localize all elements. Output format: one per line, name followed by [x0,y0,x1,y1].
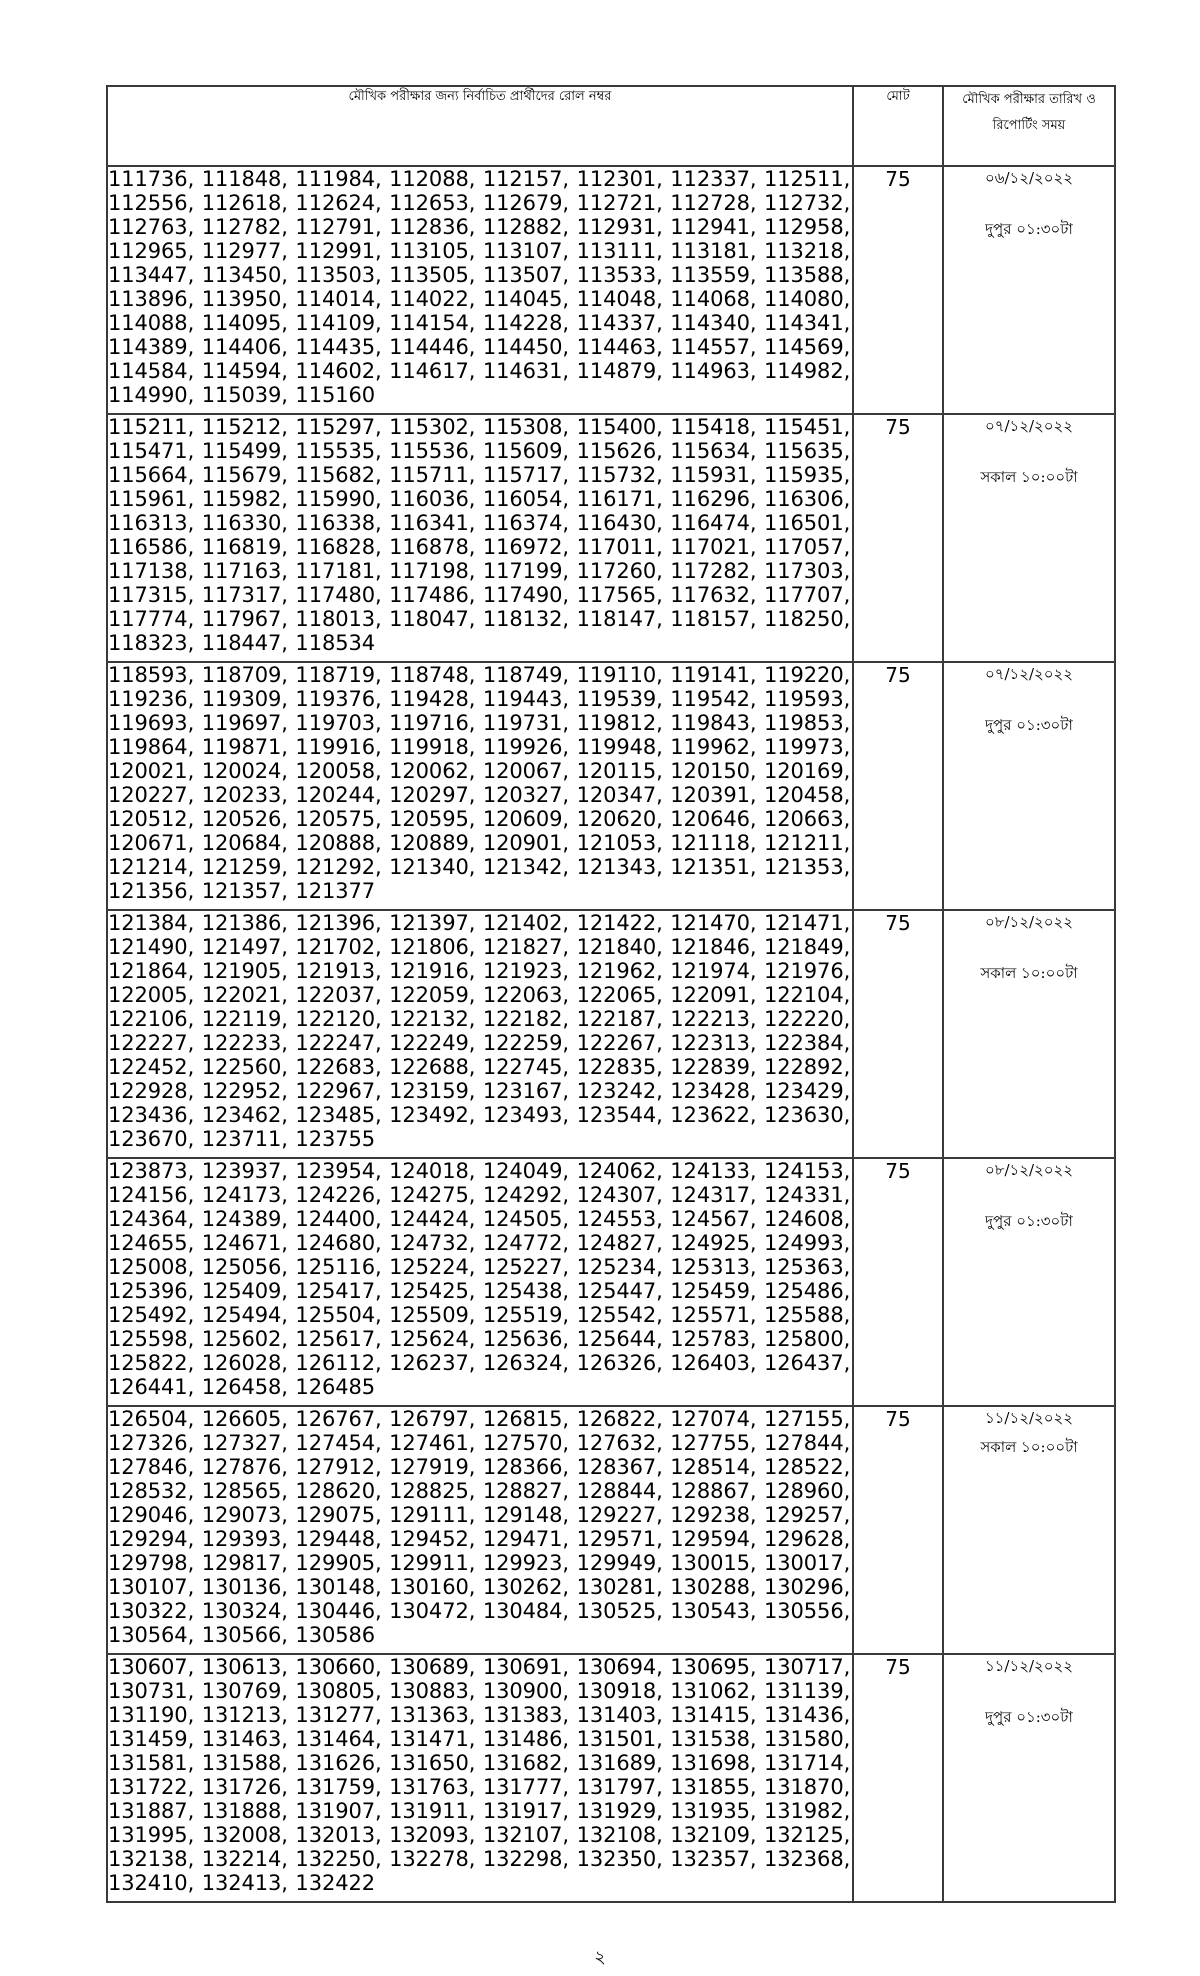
header-schedule: মৌখিক পরীক্ষার তারিখ ও রিপোর্টিং সময় [943,86,1115,166]
interview-date: ১১/১২/২০২২ [984,1409,1074,1427]
roll-numbers-cell: 111736, 111848, 111984, 112088, 112157, 112301, 112337, 112511, 112556, 112618, 112624, 112653, 112679, 112721, 112728, 112732, 112763, 112782, 112791, 112836, 112882, 112931, 112941, 112958, 112965, 112977, 112991, 113105, 113107, 113111, 113181, 113218, 113447, 113450, 113503, 113505, 113507, 113533, 113559, 113588, 113896, 113950, 114014, 114022, 114045, 114048, 114068, 114080, 114088, 114095, 114109, 114154, 114228, 114337, 114340, 114341, 114389, 114406, 114435, 114446, 114450, 114463, 114557, 114569, 114584, 114594, 114602, 114617, 114631, 114879, 114963, 114982, 114990, 115039, 115160 [107,166,853,414]
roll-numbers-cell: 115211, 115212, 115297, 115302, 115308, 115400, 115418, 115451, 115471, 115499, 115535, 115536, 115609, 115626, 115634, 115635, 115664, 115679, 115682, 115711, 115717, 115732, 115931, 115935, 115961, 115982, 115990, 116036, 116054, 116171, 116296, 116306, 116313, 116330, 116338, 116341, 116374, 116430, 116474, 116501, 116586, 116819, 116828, 116878, 116972, 117011, 117021, 117057, 117138, 117163, 117181, 117198, 117199, 117260, 117282, 117303, 117315, 117317, 117480, 117486, 117490, 117565, 117632, 117707, 117774, 117967, 118013, 118047, 118132, 118147, 118157, 118250, 118323, 118447, 118534 [107,414,853,662]
schedule-cell [943,662,1115,910]
interview-date: ০৮/১২/২০২২ [984,1161,1074,1179]
schedule-cell [943,166,1115,414]
roll-number-table [106,85,1116,1903]
total-cell: 75 [853,414,943,662]
roll-numbers-cell: 130607, 130613, 130660, 130689, 130691, 130694, 130695, 130717, 130731, 130769, 130805, 130883, 130900, 130918, 131062, 131139, 131190, 131213, 131277, 131363, 131383, 131403, 131415, 131436, 131459, 131463, 131464, 131471, 131486, 131501, 131538, 131580, 131581, 131588, 131626, 131650, 131682, 131689, 131698, 131714, 131722, 131726, 131759, 131763, 131777, 131797, 131855, 131870, 131887, 131888, 131907, 131911, 131917, 131929, 131935, 131982, 131995, 132008, 132013, 132093, 132107, 132108, 132109, 132125, 132138, 132214, 132250, 132278, 132298, 132350, 132357, 132368, 132410, 132413, 132422 [107,1654,853,1902]
reporting-time: দুপুর ০১:৩০টা [985,716,1073,734]
interview-date: ০৬/১২/২০২২ [984,169,1074,187]
reporting-time: দুপুর ০১:৩০টা [985,220,1073,238]
reporting-time: সকাল ১০:০০টা [980,964,1078,982]
total-cell: 75 [853,662,943,910]
table-header-row [107,86,1115,166]
interview-date: ১১/১২/২০২২ [984,1657,1074,1675]
reporting-time: দুপুর ০১:৩০টা [985,1708,1073,1726]
total-cell: 75 [853,910,943,1158]
interview-date: ০৭/১২/২০২২ [984,417,1074,435]
schedule-cell [943,1406,1115,1654]
reporting-time: দুপুর ০১:৩০টা [985,1212,1073,1230]
total-cell: 75 [853,1654,943,1902]
total-cell: 75 [853,1406,943,1654]
table-row [107,1654,1115,1902]
reporting-time: সকাল ১০:০০টা [980,1438,1078,1456]
table-row [107,166,1115,414]
schedule-cell [943,1654,1115,1902]
interview-date: ০৮/১২/২০২২ [984,913,1074,931]
interview-date: ০৭/১২/২০২২ [984,665,1074,683]
total-cell: 75 [853,1158,943,1406]
table-row [107,662,1115,910]
header-total: মোট [853,86,943,166]
schedule-cell [943,414,1115,662]
table-row [107,414,1115,662]
table-row [107,1158,1115,1406]
header-roll-numbers: মৌখিক পরীক্ষার জন্য নির্বাচিত প্রার্থীদের রোল নম্বর [107,86,853,166]
page-number: ২ [594,1947,606,1968]
roll-numbers-cell: 123873, 123937, 123954, 124018, 124049, 124062, 124133, 124153, 124156, 124173, 124226, 124275, 124292, 124307, 124317, 124331, 124364, 124389, 124400, 124424, 124505, 124553, 124567, 124608, 124655, 124671, 124680, 124732, 124772, 124827, 124925, 124993, 125008, 125056, 125116, 125224, 125227, 125234, 125313, 125363, 125396, 125409, 125417, 125425, 125438, 125447, 125459, 125486, 125492, 125494, 125504, 125509, 125519, 125542, 125571, 125588, 125598, 125602, 125617, 125624, 125636, 125644, 125783, 125800, 125822, 126028, 126112, 126237, 126324, 126326, 126403, 126437, 126441, 126458, 126485 [107,1158,853,1406]
schedule-cell [943,910,1115,1158]
table-row [107,910,1115,1158]
schedule-cell [943,1158,1115,1406]
roll-numbers-cell: 126504, 126605, 126767, 126797, 126815, 126822, 127074, 127155, 127326, 127327, 127454, 127461, 127570, 127632, 127755, 127844, 127846, 127876, 127912, 127919, 128366, 128367, 128514, 128522, 128532, 128565, 128620, 128825, 128827, 128844, 128867, 128960, 129046, 129073, 129075, 129111, 129148, 129227, 129238, 129257, 129294, 129393, 129448, 129452, 129471, 129571, 129594, 129628, 129798, 129817, 129905, 129911, 129923, 129949, 130015, 130017, 130107, 130136, 130148, 130160, 130262, 130281, 130288, 130296, 130322, 130324, 130446, 130472, 130484, 130525, 130543, 130556, 130564, 130566, 130586 [107,1406,853,1654]
reporting-time: সকাল ১০:০০টা [980,468,1078,486]
table-row [107,1406,1115,1654]
total-cell: 75 [853,166,943,414]
roll-numbers-cell: 118593, 118709, 118719, 118748, 118749, 119110, 119141, 119220, 119236, 119309, 119376, 119428, 119443, 119539, 119542, 119593, 119693, 119697, 119703, 119716, 119731, 119812, 119843, 119853, 119864, 119871, 119916, 119918, 119926, 119948, 119962, 119973, 120021, 120024, 120058, 120062, 120067, 120115, 120150, 120169, 120227, 120233, 120244, 120297, 120327, 120347, 120391, 120458, 120512, 120526, 120575, 120595, 120609, 120620, 120646, 120663, 120671, 120684, 120888, 120889, 120901, 121053, 121118, 121211, 121214, 121259, 121292, 121340, 121342, 121343, 121351, 121353, 121356, 121357, 121377 [107,662,853,910]
roll-numbers-cell: 121384, 121386, 121396, 121397, 121402, 121422, 121470, 121471, 121490, 121497, 121702, 121806, 121827, 121840, 121846, 121849, 121864, 121905, 121913, 121916, 121923, 121962, 121974, 121976, 122005, 122021, 122037, 122059, 122063, 122065, 122091, 122104, 122106, 122119, 122120, 122132, 122182, 122187, 122213, 122220, 122227, 122233, 122247, 122249, 122259, 122267, 122313, 122384, 122452, 122560, 122683, 122688, 122745, 122835, 122839, 122892, 122928, 122952, 122967, 123159, 123167, 123242, 123428, 123429, 123436, 123462, 123485, 123492, 123493, 123544, 123622, 123630, 123670, 123711, 123755 [107,910,853,1158]
